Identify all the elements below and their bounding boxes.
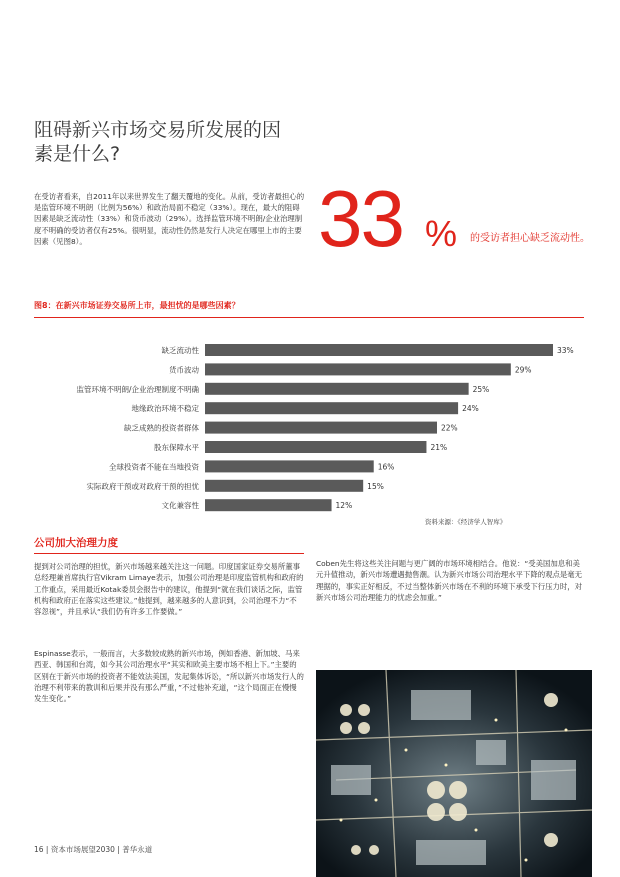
figure-divider bbox=[34, 317, 584, 318]
page-title-line-2: 素是什么? bbox=[34, 143, 121, 165]
page-title bbox=[34, 118, 324, 166]
bar bbox=[205, 402, 458, 414]
category-label: 股东保障水平 bbox=[154, 443, 199, 452]
bar-value-label: 24% bbox=[462, 404, 479, 414]
bar bbox=[205, 363, 511, 375]
bar bbox=[205, 383, 469, 395]
bar bbox=[205, 441, 426, 453]
bar-value-label: 22% bbox=[441, 423, 458, 433]
section-paragraph-1: 提到对公司治理的担忧，新兴市场越来越关注这一问题。印度国家证券交易所董事总经理兼首席执行官Vikram Limaye表示，加强公司治理是印度监管机构和政府的工作重点，采用最近Kotak委员会报告中的建议，他提到“就在我们谈话之际，监管机构和政府正在落实这些建议。”他提到，越来越多的人意识到，公司治理不力“不容忽视”，并且承认“我们仍有许多工作要做。” bbox=[34, 562, 304, 617]
bar-value-label: 16% bbox=[377, 462, 395, 472]
highlight-label: 的受访者担心缺乏流动性。 bbox=[470, 233, 590, 244]
page-title-line-1: 阻碍新兴市场交易所发展的因 bbox=[34, 119, 282, 141]
figure-source: 资料来源：《经济学人智库》 bbox=[425, 518, 507, 526]
highlight-number: 33 bbox=[318, 174, 403, 263]
page-footer: 16 | 资本市场展望2030 | 普华永道 bbox=[34, 845, 153, 854]
bar bbox=[205, 422, 437, 434]
section-divider bbox=[34, 553, 304, 554]
category-label: 地缘政治环境不稳定 bbox=[131, 404, 199, 414]
bar-value-label: 21% bbox=[430, 443, 448, 452]
section-paragraph-2: Espinasse表示，一般而言，大多数较成熟的新兴市场，例如香港、新加坡、马来西亚、韩国和台湾，如今其公司治理水平“其实和欧美主要市场不相上下。”主要的区别在于新兴市场的投资者不能效法美国，发起集体诉讼，“所以新兴市场发行人的治理不利带来的教训和后果并没有那么严重，”不过他补充道，“这个局面正在慢慢发生变化。” bbox=[34, 649, 304, 704]
bar bbox=[205, 480, 363, 492]
category-label: 文化兼容性 bbox=[161, 501, 199, 511]
bar-value-label: 15% bbox=[367, 481, 384, 491]
bar-value-label: 12% bbox=[335, 501, 353, 511]
section-paragraph-3: Coben先生将这些关注问题与更广阔的市场环境相结合。他说：“受美国加息和美元升值推动，新兴市场遭遇抛售潮。认为新兴市场公司治理水平下降的观点是毫无理据的，事实正好相反，不过当整体新兴市场在不利的环境下承受下行压力时，对新兴市场公司治理能力的忧虑会加重。” bbox=[316, 559, 583, 602]
industrial-plant-photo bbox=[316, 670, 592, 877]
category-label: 缺乏流动性 bbox=[161, 346, 199, 355]
category-label: 实际政府干预或对政府干预的担忧 bbox=[86, 481, 199, 491]
figure-title: 图8：在新兴市场证券交易所上市，最担忧的是哪些因素？ bbox=[34, 301, 240, 310]
bar bbox=[205, 344, 553, 356]
bar-value-label: 25% bbox=[472, 384, 490, 394]
bar-value-label: 29% bbox=[514, 365, 532, 375]
bar bbox=[205, 499, 332, 511]
section-title: 公司加大治理力度 bbox=[34, 537, 118, 549]
bar-value-label: 33% bbox=[557, 346, 574, 355]
highlight-percent-sign: % bbox=[425, 213, 458, 254]
category-label: 监管环境不明朗/企业治理制度不明确 bbox=[76, 384, 199, 394]
bar-chart bbox=[0, 337, 620, 517]
category-label: 缺乏成熟的投资者群体 bbox=[124, 423, 199, 433]
category-label: 货币波动 bbox=[169, 365, 199, 375]
intro-paragraph: 在受访者看来，自2011年以来世界发生了翻天覆地的变化。从前，受访者最担心的是监管环境不明朗（比例为56%）和政治局面不稳定（33%）。现在，最大的阻碍因素是缺乏流动性（33%）和货币波动（29%）。选择监管环境不明朗/企业治理制度不明确的受访者仅有25%。很明显，流动性仍然是发行人决定在哪里上市的主要因素（见图8）。 bbox=[34, 192, 305, 246]
category-label: 全球投资者不能在当地投资 bbox=[109, 462, 199, 472]
bar bbox=[205, 460, 374, 472]
